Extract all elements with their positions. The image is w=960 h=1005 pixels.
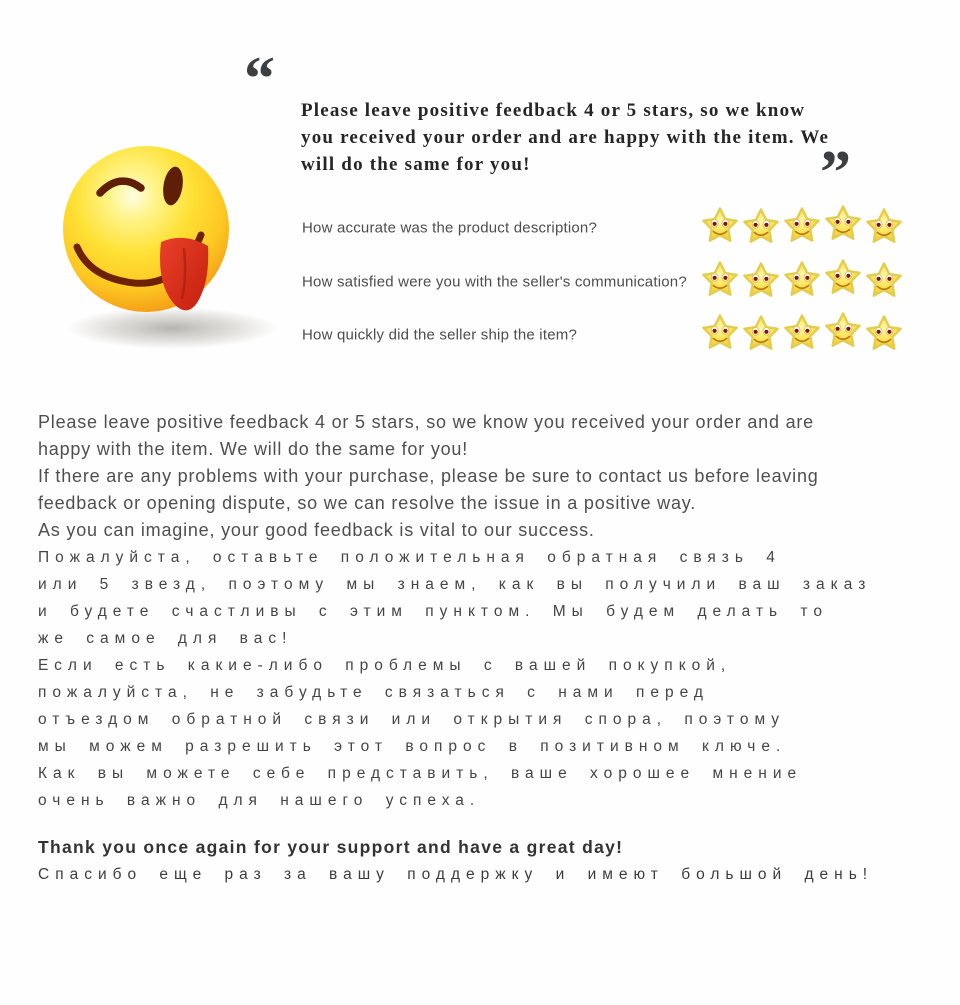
feedback-question-label: How accurate was the product description? xyxy=(302,219,598,237)
smiling-star-icon xyxy=(866,262,902,305)
star-rating xyxy=(702,207,902,250)
smiling-star-icon xyxy=(743,208,779,251)
quote-line: will do the same for you! xyxy=(301,154,531,175)
closing-english: Thank you once again for your support and have a great day! xyxy=(38,837,624,857)
smiling-star-icon xyxy=(743,315,779,358)
closing-russian: Спасибо еще раз за вашу поддержку и имеют большой день! xyxy=(38,866,874,883)
body-line-russian: и будете счастливы с этим пунктом. Мы будем делать то xyxy=(38,603,828,620)
smiling-star-icon xyxy=(743,262,779,305)
body-line-english: If there are any problems with your purchase, please be sure to contact us before leaving xyxy=(38,466,819,486)
body-line-english: As you can imagine, your good feedback is vital to our success. xyxy=(38,520,595,540)
body-line-russian: Если есть какие-либо проблемы с вашей покупкой, xyxy=(38,657,732,674)
feedback-question-row xyxy=(0,313,960,357)
quote-line: you received your order and are happy with the item. We xyxy=(301,127,830,148)
smiling-star-icon xyxy=(784,261,820,304)
body-line-russian: или 5 звезд, поэтому мы знаем, как вы получили ваш заказ xyxy=(38,576,872,593)
body-line-russian: Пожалуйста, оставьте положительная обратная связь 4 xyxy=(38,549,781,566)
body-line-english: Please leave positive feedback 4 or 5 stars, so we know you received your order and are xyxy=(38,412,814,432)
body-text xyxy=(38,409,938,814)
closing-block xyxy=(38,833,948,889)
feedback-question-row xyxy=(0,206,960,250)
body-line-russian: же самое для вас! xyxy=(38,630,293,647)
smiling-star-icon xyxy=(825,205,861,248)
smiling-star-icon xyxy=(825,259,861,302)
smiling-star-icon xyxy=(702,207,738,250)
smiling-star-icon xyxy=(784,314,820,357)
star-rating xyxy=(702,261,902,304)
close-quote-icon: ” xyxy=(820,139,849,207)
smiling-star-icon xyxy=(702,261,738,304)
body-line-english: feedback or opening dispute, so we can resolve the issue in a positive way. xyxy=(38,493,697,513)
smiling-star-icon xyxy=(825,312,861,355)
star-rating xyxy=(702,314,902,357)
body-line-russian: очень важно для нашего успеха. xyxy=(38,792,481,809)
body-line-russian: отъездом обратной связи или открытия спора, поэтому xyxy=(38,711,786,728)
smiling-star-icon xyxy=(866,315,902,358)
body-line-russian: Как вы можете себе представить, ваше хорошее мнение xyxy=(38,765,803,782)
smiling-star-icon xyxy=(784,207,820,250)
quote-text xyxy=(301,97,886,178)
feedback-question-label: How satisfied were you with the seller's communication? xyxy=(302,273,687,291)
body-line-russian: мы можем разрешить этот вопрос в позитивном ключе. xyxy=(38,738,787,755)
feedback-question-row xyxy=(0,260,960,304)
smiling-star-icon xyxy=(866,208,902,251)
body-line-english: happy with the item. We will do the same for you! xyxy=(38,439,469,459)
smiling-star-icon xyxy=(702,314,738,357)
open-quote-icon: “ xyxy=(244,45,273,113)
feedback-question-label: How quickly did the seller ship the item? xyxy=(302,326,577,344)
body-line-russian: пожалуйста, не забудьте связаться с нами перед xyxy=(38,684,709,701)
quote-line: Please leave positive feedback 4 or 5 stars, so we know xyxy=(301,100,806,121)
